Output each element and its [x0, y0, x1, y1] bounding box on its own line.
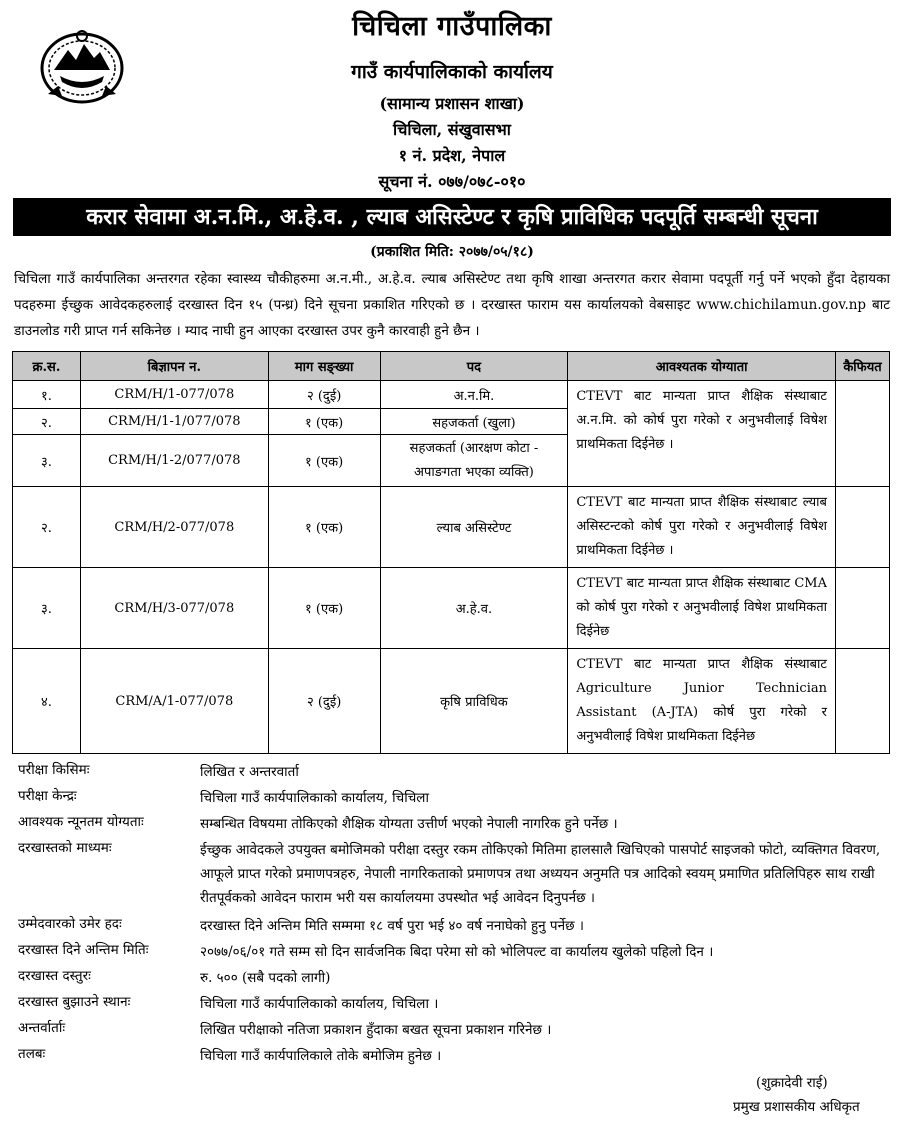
- location: चिचिला, संखुवासभा: [393, 120, 511, 139]
- info-value: लिखित परीक्षाको नतिजा प्रकाशन हुँदाका बखत सूचना प्रकाशन गरिनेछ ।: [200, 1022, 552, 1038]
- cell-post: सहजकर्ता (खुला): [380, 409, 568, 435]
- table-header-row: [13, 352, 890, 381]
- org-name: चिचिला गाउँपालिका: [352, 11, 552, 42]
- cell-sn: ३.: [13, 435, 81, 487]
- cell-qualification: CTEVT बाट मान्यता प्राप्त शैक्षिक संस्थाबाट CMA को कोर्ष पुरा गरेको र अनुभवीलाई विषेश प्राथमिकता दिईनेछ: [568, 568, 836, 649]
- cell-remarks: [835, 381, 889, 487]
- cell-ad-no: CRM/A/1-077/078: [80, 649, 268, 754]
- info-label: तलबः: [18, 1046, 46, 1062]
- signatory-name: (शुक्रादेवी राई): [756, 1075, 828, 1091]
- table-row: [13, 649, 890, 754]
- cell-post: ल्याब असिस्टेण्ट: [380, 487, 568, 568]
- office-name: गाउँ कार्यपालिकाको कार्यालय: [351, 61, 553, 83]
- info-label: दरखास्त दस्तुरः: [18, 968, 91, 984]
- info-value: लिखित र अन्तरवार्ता: [200, 764, 299, 780]
- info-value: सम्बन्धित विषयमा तोकिएको शैक्षिक योग्यता उत्तीर्ण भएको नेपाली नागरिक हुने पर्नेछ ।: [200, 816, 618, 832]
- cell-ad-no: CRM/H/3-077/078: [80, 568, 268, 649]
- cell-qualification: CTEVT बाट मान्यता प्राप्त शैक्षिक संस्थाबाट Agriculture Junior Technician Assistant (A-JTA) कोर्ष पुरा गरेको र अनुभवीलाई विषेश प्राथमिकता दिईनेछ: [568, 649, 836, 754]
- cell-remarks: [835, 487, 889, 568]
- info-value: ईच्छुक आवेदकले उपयुक्त बमोजिमको परीक्षा दस्तुर रकम तोकिएको मितिमा हालसालै खिचिएको पासपोर्ट साइजको फोटो, व्यक्तिगत विवरण, आफूले प्राप्त गरेको प्रमाणपत्रहरु, नेपाली नागरिकताको प्रमाणपत्र तथा अध्ययन अनुमति पत्र आदिको स्वयम् प्रमाणित प्रतिलिपिहरु साथ राखी रीतपूर्वकको आवेदन फाराम भरी यस कार्यालयमा उपस्थोत भई आवेदन दिनुपर्नछ ।: [200, 842, 881, 906]
- info-label: दरखास्तको माध्यमः: [18, 840, 112, 856]
- cell-remarks: [835, 649, 889, 754]
- cell-qualification: CTEVT बाट मान्यता प्राप्त शैक्षिक संस्थाबाट अ.न.मि. को कोर्ष पुरा गरेको र अनुभवीलाई विषेश प्राथमिकता दिईनेछ ।: [568, 381, 836, 487]
- cell-qty: २ (दुई): [268, 381, 380, 409]
- info-value: चिचिला गाउँ कार्यपालिकाको कार्यालय, चिचिला ।: [200, 996, 439, 1012]
- info-label: अन्तर्वार्ताः: [18, 1020, 66, 1036]
- province: १ नं. प्रदेश, नेपाल: [398, 146, 506, 165]
- intro-paragraph: चिचिला गाउँ कार्यपालिका अन्तरगत रहेका स्वास्थ्य चौकीहरुमा अ.न.मी., अ.हे.व. ल्याब असिस्टेण्ट तथा कृषि शाखा अन्तरगत करार सेवामा पदपूर्ती गर्नु पर्ने भएको हुँदा देहायका पदहरुमा ईच्छुक आवेदकहरुलाई दरखास्त दिन १५ (पन्ध्र) दिने सूचना प्रकाशित गरिएको छ । दरखास्त फाराम यस कार्यालयको वेबसाइट www.chichilamun.gov.np बाट डाउनलोड गरी प्राप्त गर्न सकिनेछ । म्याद नाघी हुन आएका दरखास्त उपर कुनै कारवाही हुने छैन ।: [14, 271, 890, 339]
- cell-post: सहजकर्ता (आरक्षण कोटा - अपाङगता भएका व्यक्ति): [380, 435, 568, 487]
- cell-ad-no: CRM/H/2-077/078: [80, 487, 268, 568]
- col-header-sn: क्र.स.: [13, 352, 81, 381]
- cell-sn: ३.: [13, 568, 81, 649]
- signatory-title: प्रमुख प्रशासकीय अधिकृत: [733, 1099, 860, 1115]
- notice-title-banner: करार सेवामा अ.न.मि., अ.हे.व. , ल्याब असिस्टेण्ट र कृषि प्राविधिक पदपूर्ति सम्बन्धी सूचना: [13, 198, 891, 236]
- col-header-qualification: आवश्यतक योग्याता: [568, 352, 836, 381]
- info-value: २०७७/०६/०१ गते सम्म सो दिन सार्वजनिक बिदा परेमा सो को भोलिपल्ट वा कार्यालय खुलेको पहिलो दिन ।: [200, 944, 714, 960]
- cell-ad-no: CRM/H/1-077/078: [80, 381, 268, 409]
- cell-remarks: [835, 568, 889, 649]
- table-row: [13, 487, 890, 568]
- info-value: चिचिला गाउँ कार्यपालिकाले तोके बमोजिम हुनेछ ।: [200, 1048, 442, 1064]
- info-label: दरखास्त बुझाउने स्थानः: [18, 994, 131, 1010]
- cell-qty: २ (दुई): [268, 649, 380, 754]
- branch-name: (सामान्य प्रशासन शाखा): [379, 94, 525, 113]
- cell-sn: १.: [13, 381, 81, 409]
- info-label: परीक्षा किसिमः: [18, 762, 90, 778]
- info-value: चिचिला गाउँ कार्यपालिकाको कार्यालय, चिचिला: [200, 790, 429, 806]
- cell-sn: ४.: [13, 649, 81, 754]
- table-row: [13, 381, 890, 409]
- col-header-post: पद: [380, 352, 568, 381]
- cell-post: अ.न.मि.: [380, 381, 568, 409]
- published-date: (प्रकाशित मिति: २०७७/०५/१८): [370, 244, 534, 260]
- cell-qty: १ (एक): [268, 409, 380, 435]
- cell-ad-no: CRM/H/1-2/077/078: [80, 435, 268, 487]
- cell-qty: १ (एक): [268, 568, 380, 649]
- vacancy-table: [12, 351, 890, 754]
- col-header-remarks: कैफियत: [835, 352, 889, 381]
- info-label: दरखास्त दिने अन्तिम मितिः: [18, 942, 149, 958]
- info-value: दरखास्त दिने अन्तिम मिति सम्ममा १८ वर्ष पुरा भई ४० वर्ष ननाघेको हुनु पर्नेछ ।: [200, 918, 584, 934]
- cell-post: कृषि प्राविधिक: [380, 649, 568, 754]
- cell-sn: २.: [13, 409, 81, 435]
- cell-sn: २.: [13, 487, 81, 568]
- info-value: रु. ५०० (सबै पदको लागी): [200, 970, 331, 986]
- notice-number: सूचना नं. ०७७/०७८-०१०: [378, 172, 526, 191]
- cell-ad-no: CRM/H/1-1/077/078: [80, 409, 268, 435]
- cell-post: अ.हे.व.: [380, 568, 568, 649]
- info-label: परीक्षा केन्द्रः: [18, 788, 77, 804]
- info-label: आवश्यक न्यूनतम योग्यताः: [18, 814, 144, 830]
- cell-qty: १ (एक): [268, 487, 380, 568]
- cell-qty: १ (एक): [268, 435, 380, 487]
- table-row: [13, 568, 890, 649]
- info-label: उम्मेदवारको उमेर हदः: [18, 916, 122, 932]
- col-header-ad-no: बिज्ञापन न.: [80, 352, 268, 381]
- col-header-qty: माग सङ्ख्या: [268, 352, 380, 381]
- cell-qualification: CTEVT बाट मान्यता प्राप्त शैक्षिक संस्थाबाट ल्याब असिस्टन्टको कोर्ष पुरा गरेको र अनुभवीलाई विषेश प्राथमिकता दिईनेछ ।: [568, 487, 836, 568]
